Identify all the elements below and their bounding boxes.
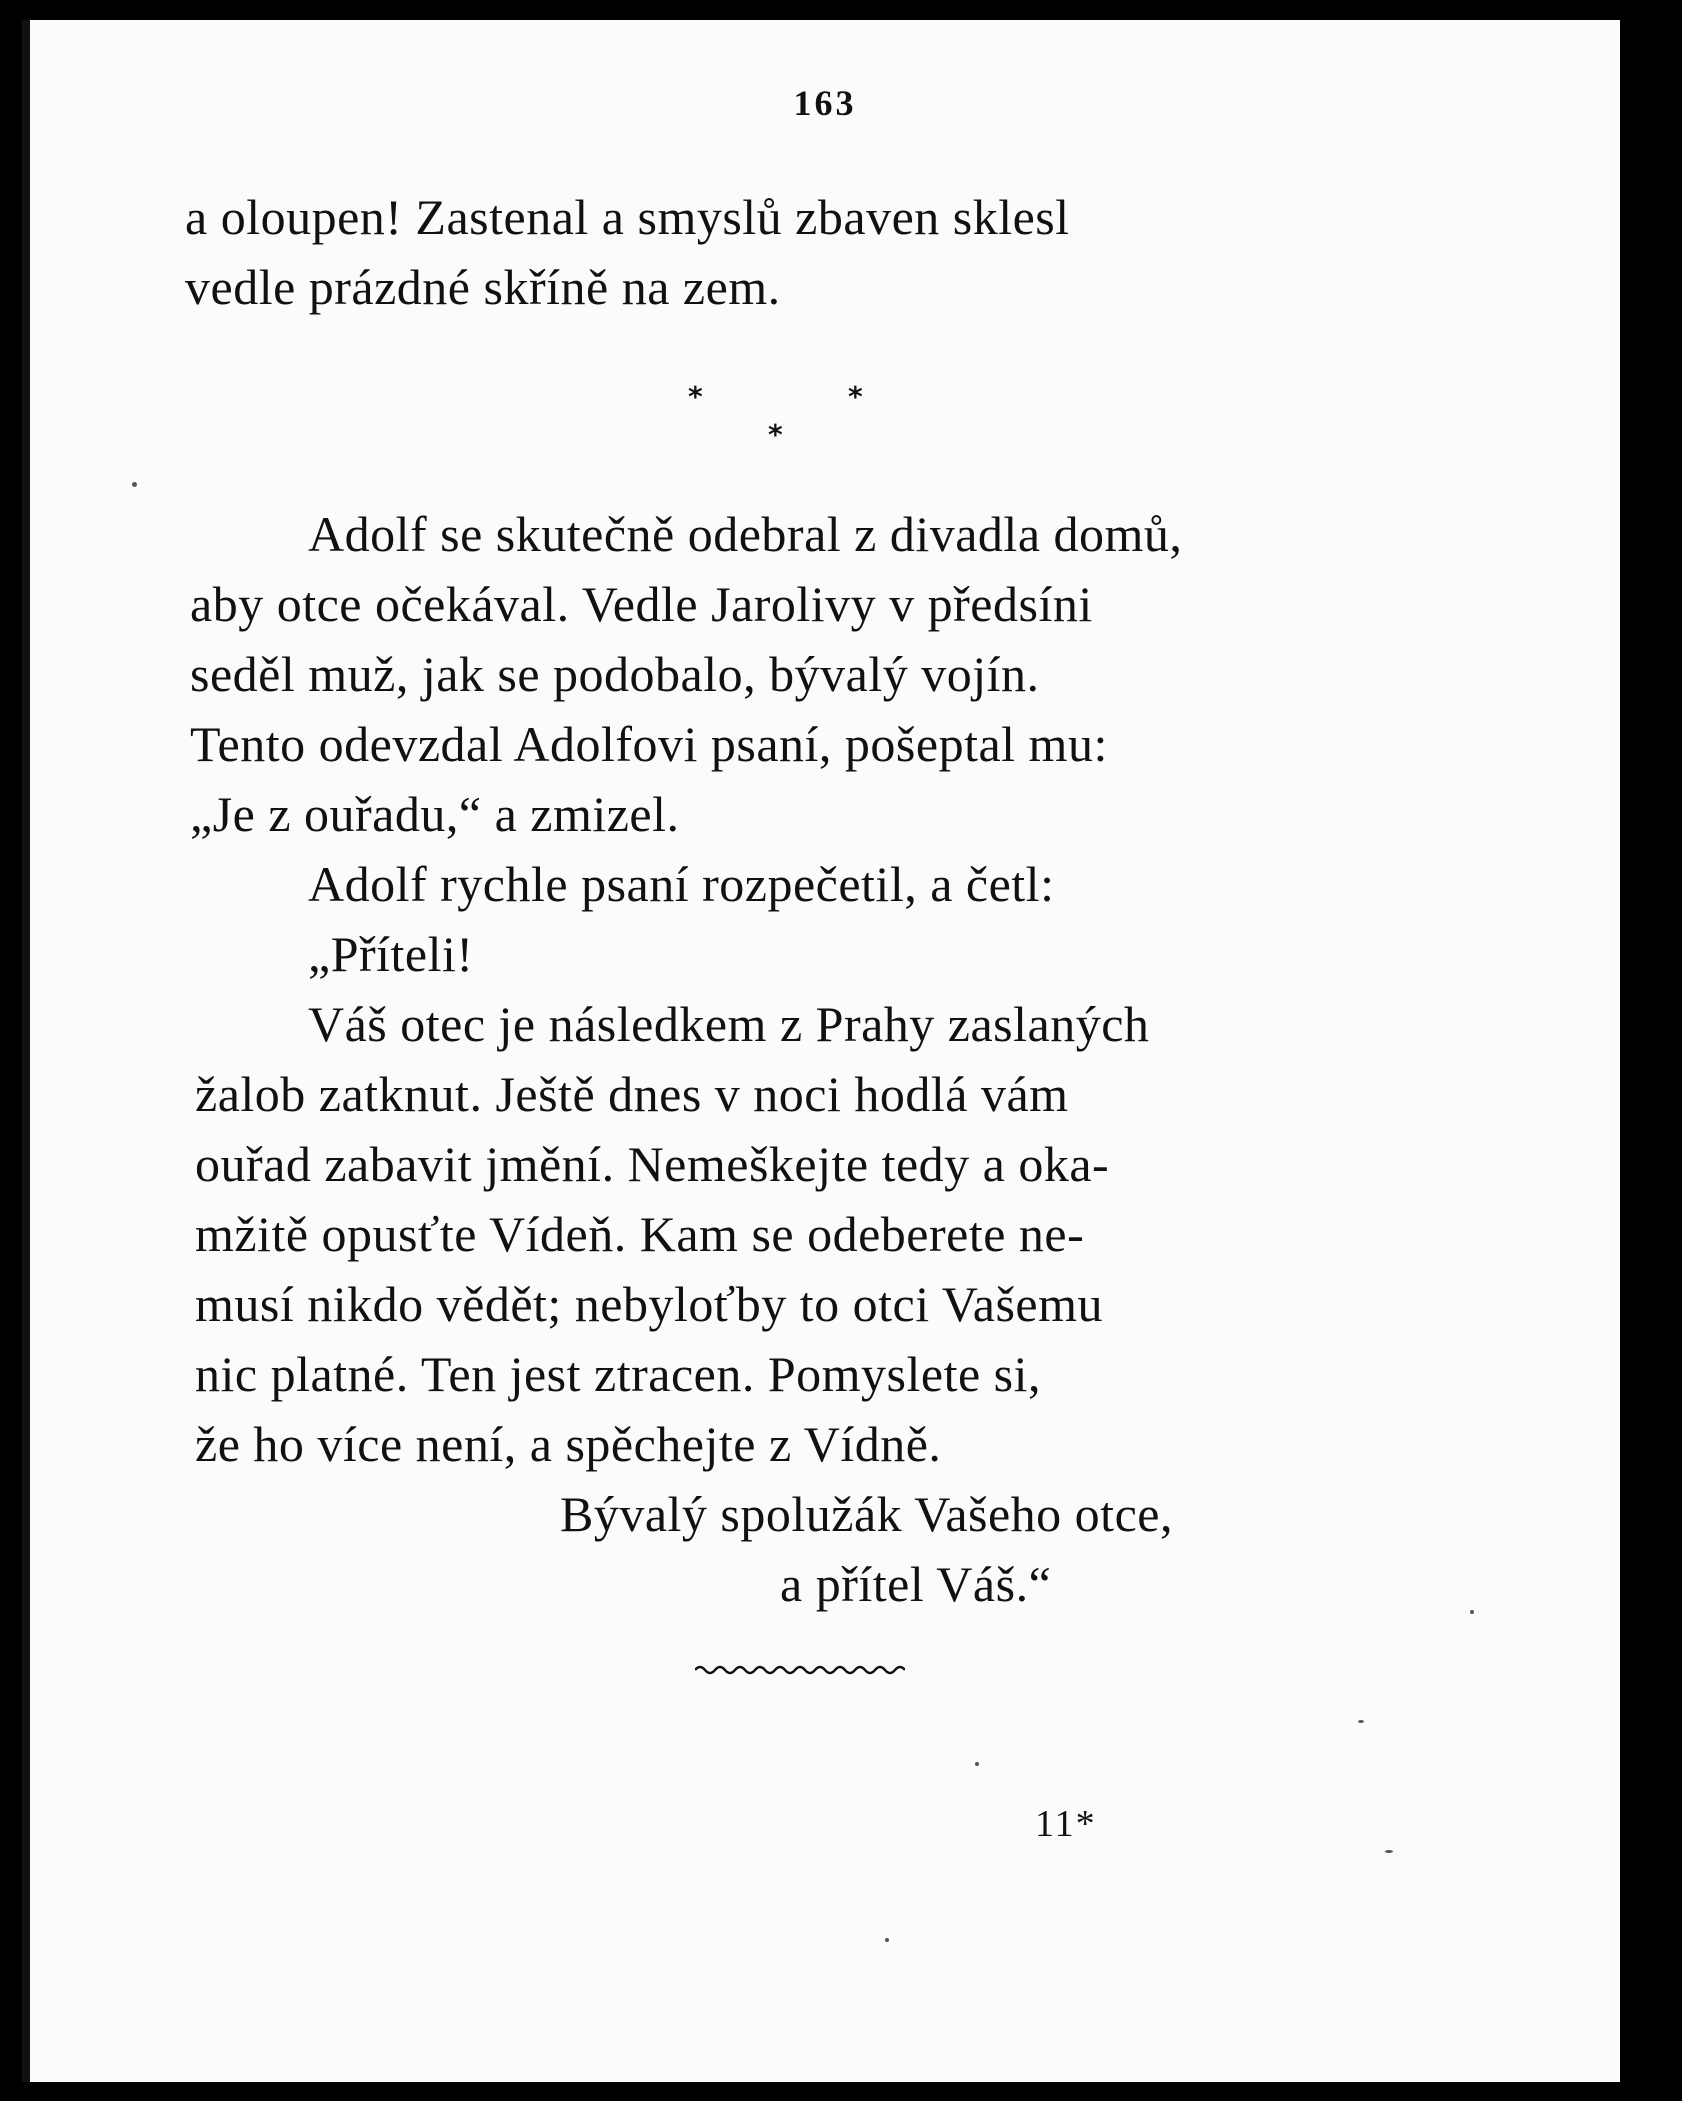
text-line: aby otce očekával. Vedle Jarolivy v předsíni: [190, 576, 1093, 632]
paper-speck: [1470, 1610, 1474, 1614]
scan-border-left: [0, 0, 22, 2101]
section-asterisk: *: [768, 418, 783, 451]
wavy-rule-ornament: [695, 1660, 905, 1680]
paper-speck: [885, 1938, 889, 1942]
text-line: Adolf rychle psaní rozpečetil, a četl:: [308, 856, 1055, 912]
paper-speck: [132, 482, 137, 487]
section-asterisk: *: [688, 380, 703, 413]
text-line: a přítel Váš.“: [780, 1556, 1052, 1612]
text-line: Tento odevzdal Adolfovi psaní, pošeptal mu:: [190, 716, 1108, 772]
paper-speck: [1358, 1720, 1364, 1723]
text-line: že ho více není, a spěchejte z Vídně.: [195, 1416, 942, 1472]
text-line: nic platné. Ten jest ztracen. Pomyslete si,: [195, 1346, 1042, 1402]
paper-speck: [975, 1762, 979, 1766]
text-line: Adolf se skutečně odebral z divadla domů,: [308, 506, 1183, 562]
section-asterisk: *: [848, 380, 863, 413]
text-line: seděl muž, jak se podobalo, bývalý vojín.: [190, 646, 1040, 702]
book-page: [22, 20, 1620, 2082]
text-line: mžitě opusťte Vídeň. Kam se odeberete ne-: [195, 1206, 1085, 1262]
text-line: ouřad zabavit jmění. Nemeškejte tedy a oka-: [195, 1136, 1110, 1192]
text-line: Bývalý spolužák Vašeho otce,: [560, 1486, 1173, 1542]
printer-signature-mark: 11*: [1035, 1803, 1097, 1845]
text-line: musí nikdo vědět; nebyloťby to otci Vašemu: [195, 1276, 1104, 1332]
text-line: vedle prázdné skříně na zem.: [185, 259, 781, 315]
text-line: „Je z ouřadu,“ a zmizel.: [190, 786, 680, 842]
text-line: „Příteli!: [308, 926, 474, 982]
text-line: žalob zatknut. Ještě dnes v noci hodlá vám: [195, 1066, 1069, 1122]
text-line: Váš otec je následkem z Prahy zaslaných: [308, 996, 1150, 1052]
text-line: a oloupen! Zastenal a smyslů zbaven sklesl: [185, 189, 1070, 245]
page-number: 163: [793, 83, 857, 123]
paper-speck: [1385, 1850, 1393, 1853]
